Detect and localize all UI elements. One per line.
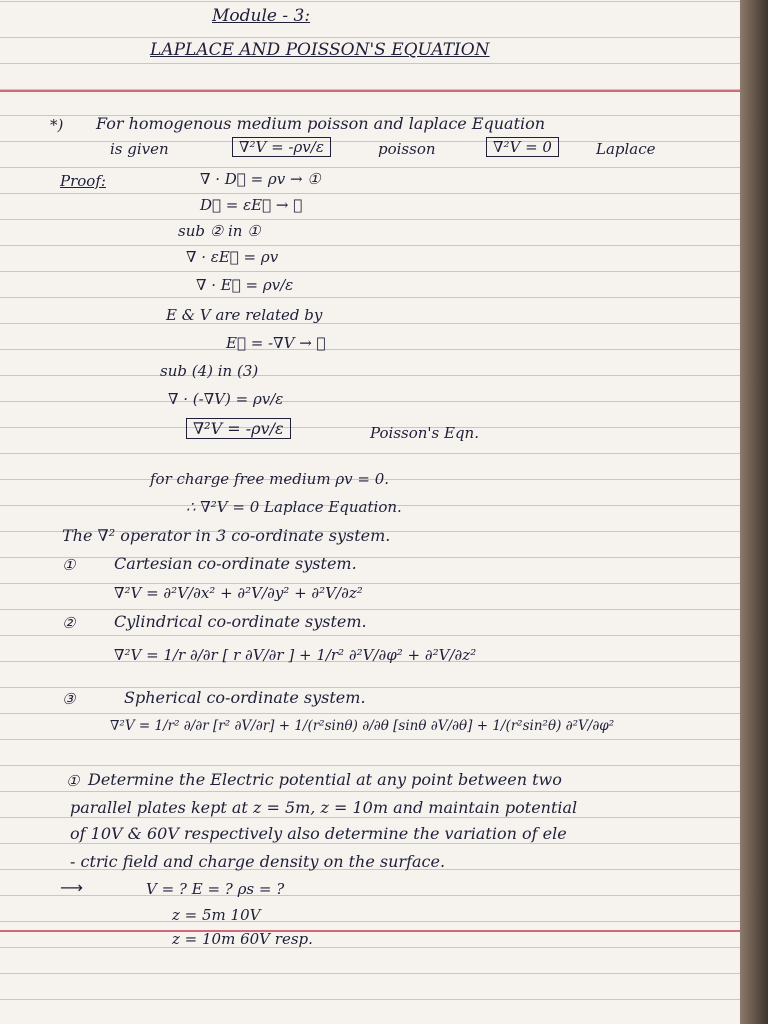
given-line: z = 10m 60V resp. [172,930,313,948]
poisson-result-label: Poisson's Eqn. [370,424,479,442]
spherical-equation: ∇²V = 1/r² ∂/∂r [r² ∂V/∂r] + 1/(r²sinθ) ∂/∂θ [sinθ ∂V/∂θ] + 1/(r²sin²θ) ∂²V/∂φ² [110,718,615,734]
proof-line: ∇ · E⃗ = ρv/ε [196,276,294,294]
page-title: LAPLACE AND POISSON'S EQUATION [150,40,490,60]
laplace-result-line: ∴ ∇²V = 0 Laplace Equation. [186,498,402,516]
cartesian-equation: ∇²V = ∂²V/∂x² + ∂²V/∂y² + ∂²V/∂z² [114,584,363,602]
poisson-result-box: ∇²V = -ρv/ε [186,418,291,439]
proof-line: E⃗ = -∇V → ④ [226,334,326,352]
question-line: - ctric field and charge density on the surface. [70,852,446,871]
proof-line: ∇ · εE⃗ = ρv [186,248,279,266]
item-number: ① [62,556,76,574]
cartesian-heading: Cartesian co-ordinate system. [114,554,357,573]
laplace-label: Laplace [596,140,656,158]
proof-line: ∇ · (-∇V) = ρv/ε [168,390,284,408]
item-number: ③ [62,690,76,708]
statement-line-1: For homogenous medium poisson and laplace Equation [96,114,546,133]
question-line: Determine the Electric potential at any point between two [88,770,562,789]
poisson-equation-box: ∇²V = -ρv/ε [232,137,331,157]
given-line: z = 5m 10V [172,906,261,924]
laplace-equation-box: ∇²V = 0 [486,137,559,157]
module-heading: Module - 3: [212,6,311,26]
cylindrical-equation: ∇²V = 1/r ∂/∂r [ r ∂V/∂r ] + 1/r² ∂²V/∂φ² + ∂²V/∂z² [114,646,477,664]
margin-rule-top [0,90,740,92]
proof-line: E & V are related by [166,306,323,324]
proof-line: sub (4) in (3) [160,362,259,380]
statement-is-given: is given [110,140,169,158]
statement-marker: *) [50,116,64,134]
notebook-edge [740,0,768,1024]
question-number: ① [66,772,80,790]
proof-label: Proof: [60,172,106,190]
arrow-icon: ⟶ [60,878,83,897]
operator-heading: The ∇² operator in 3 co-ordinate system. [62,526,391,545]
item-number: ② [62,614,76,632]
poisson-label: poisson [378,140,436,158]
spherical-heading: Spherical co-ordinate system. [124,688,366,707]
question-line: of 10V & 60V respectively also determine the variation of ele [70,824,567,843]
cylindrical-heading: Cylindrical co-ordinate system. [114,612,367,631]
unknowns-line: V = ? E = ? ρs = ? [146,880,285,898]
proof-line: sub ② in ① [178,222,261,240]
question-line: parallel plates kept at z = 5m, z = 10m and maintain potential [70,798,578,817]
margin-rule-bottom [0,930,740,932]
proof-line: ∇ · D⃗ = ρv → ① [200,170,321,188]
proof-line: D⃗ = εE⃗ → ② [200,196,303,214]
charge-free-line: for charge free medium ρv = 0. [150,470,390,488]
